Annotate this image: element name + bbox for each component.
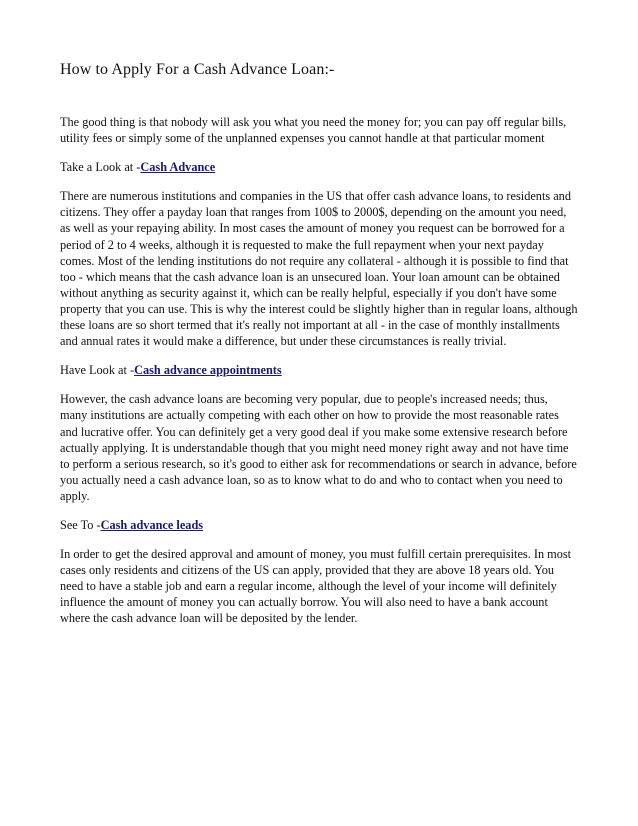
link-prefix: Take a Look at - xyxy=(60,160,141,175)
document-body xyxy=(60,114,578,627)
link-prefix: See To - xyxy=(60,517,101,532)
link-prefix: Have Look at - xyxy=(60,363,135,378)
cash-advance-link[interactable]: Cash Advance xyxy=(140,160,216,175)
document-title: How to Apply For a Cash Advance Loan:- xyxy=(60,61,335,78)
link-line-cash-advance-leads xyxy=(60,517,578,533)
link-line-cash-advance xyxy=(60,159,578,175)
paragraph-popularity: However, the cash advance loans are becoming very popular, due to people's increased needs; thus, many institutions are actually competing with each other on how to provide the most reasonable rates and lucrative offer. You can definitely get a very good deal if you make some extensive research before actually applying. It is understandable though that you might need money right away and not have time to perform a serious research, so it's good to either ask for recommendations or search in advance, before you actually need a cash advance loan, so as to know what to do and who to contact when you need to apply. xyxy=(60,392,577,503)
paragraph-prerequisites: In order to get the desired approval and amount of money, you must fulfill certain prerequisites. In most cases only residents and citizens of the US can apply, provided that they are above 18 years old. You need to have a stable job and earn a regular income, although the level of your income will definitely influence the amount of money you can actually borrow. You will also need to have a bank account where the cash advance loan will be deposited by the lender. xyxy=(60,547,572,626)
cash-advance-appointments-link[interactable]: Cash advance appointments xyxy=(134,363,282,378)
link-line-cash-advance-appointments xyxy=(60,362,578,378)
cash-advance-leads-link[interactable]: Cash advance leads xyxy=(100,517,204,532)
paragraph-institutions: There are numerous institutions and companies in the US that offer cash advance loans, to residents and citizens. They offer a payday loan that ranges from 100$ to 2000$, depending on the amount you need, as well as your repaying ability. In most cases the amount of money you request can be borrowed for a period of 2 to 4 weeks, although it is requested to make the full repayment when your next payday comes. Most of the lending institutions do not require any collateral - although it is possible to find that too - which means that the cash advance loan is an unsecured loan. Your loan amount can be obtained without anything as security against it, which can be really helpful, especially if you don't have some property that you can use. This is why the interest could be slightly higher than in regular loans, although these loans are so short termed that it's really not important at all - in the case of monthly installments and annual rates it would make a difference, but under these circumstances is really trivial. xyxy=(60,189,578,349)
paragraph-intro: The good thing is that nobody will ask you what you need the money for; you can pay off regular bills, utility fees or simply some of the unplanned expenses you cannot handle at that particular moment xyxy=(60,115,567,146)
